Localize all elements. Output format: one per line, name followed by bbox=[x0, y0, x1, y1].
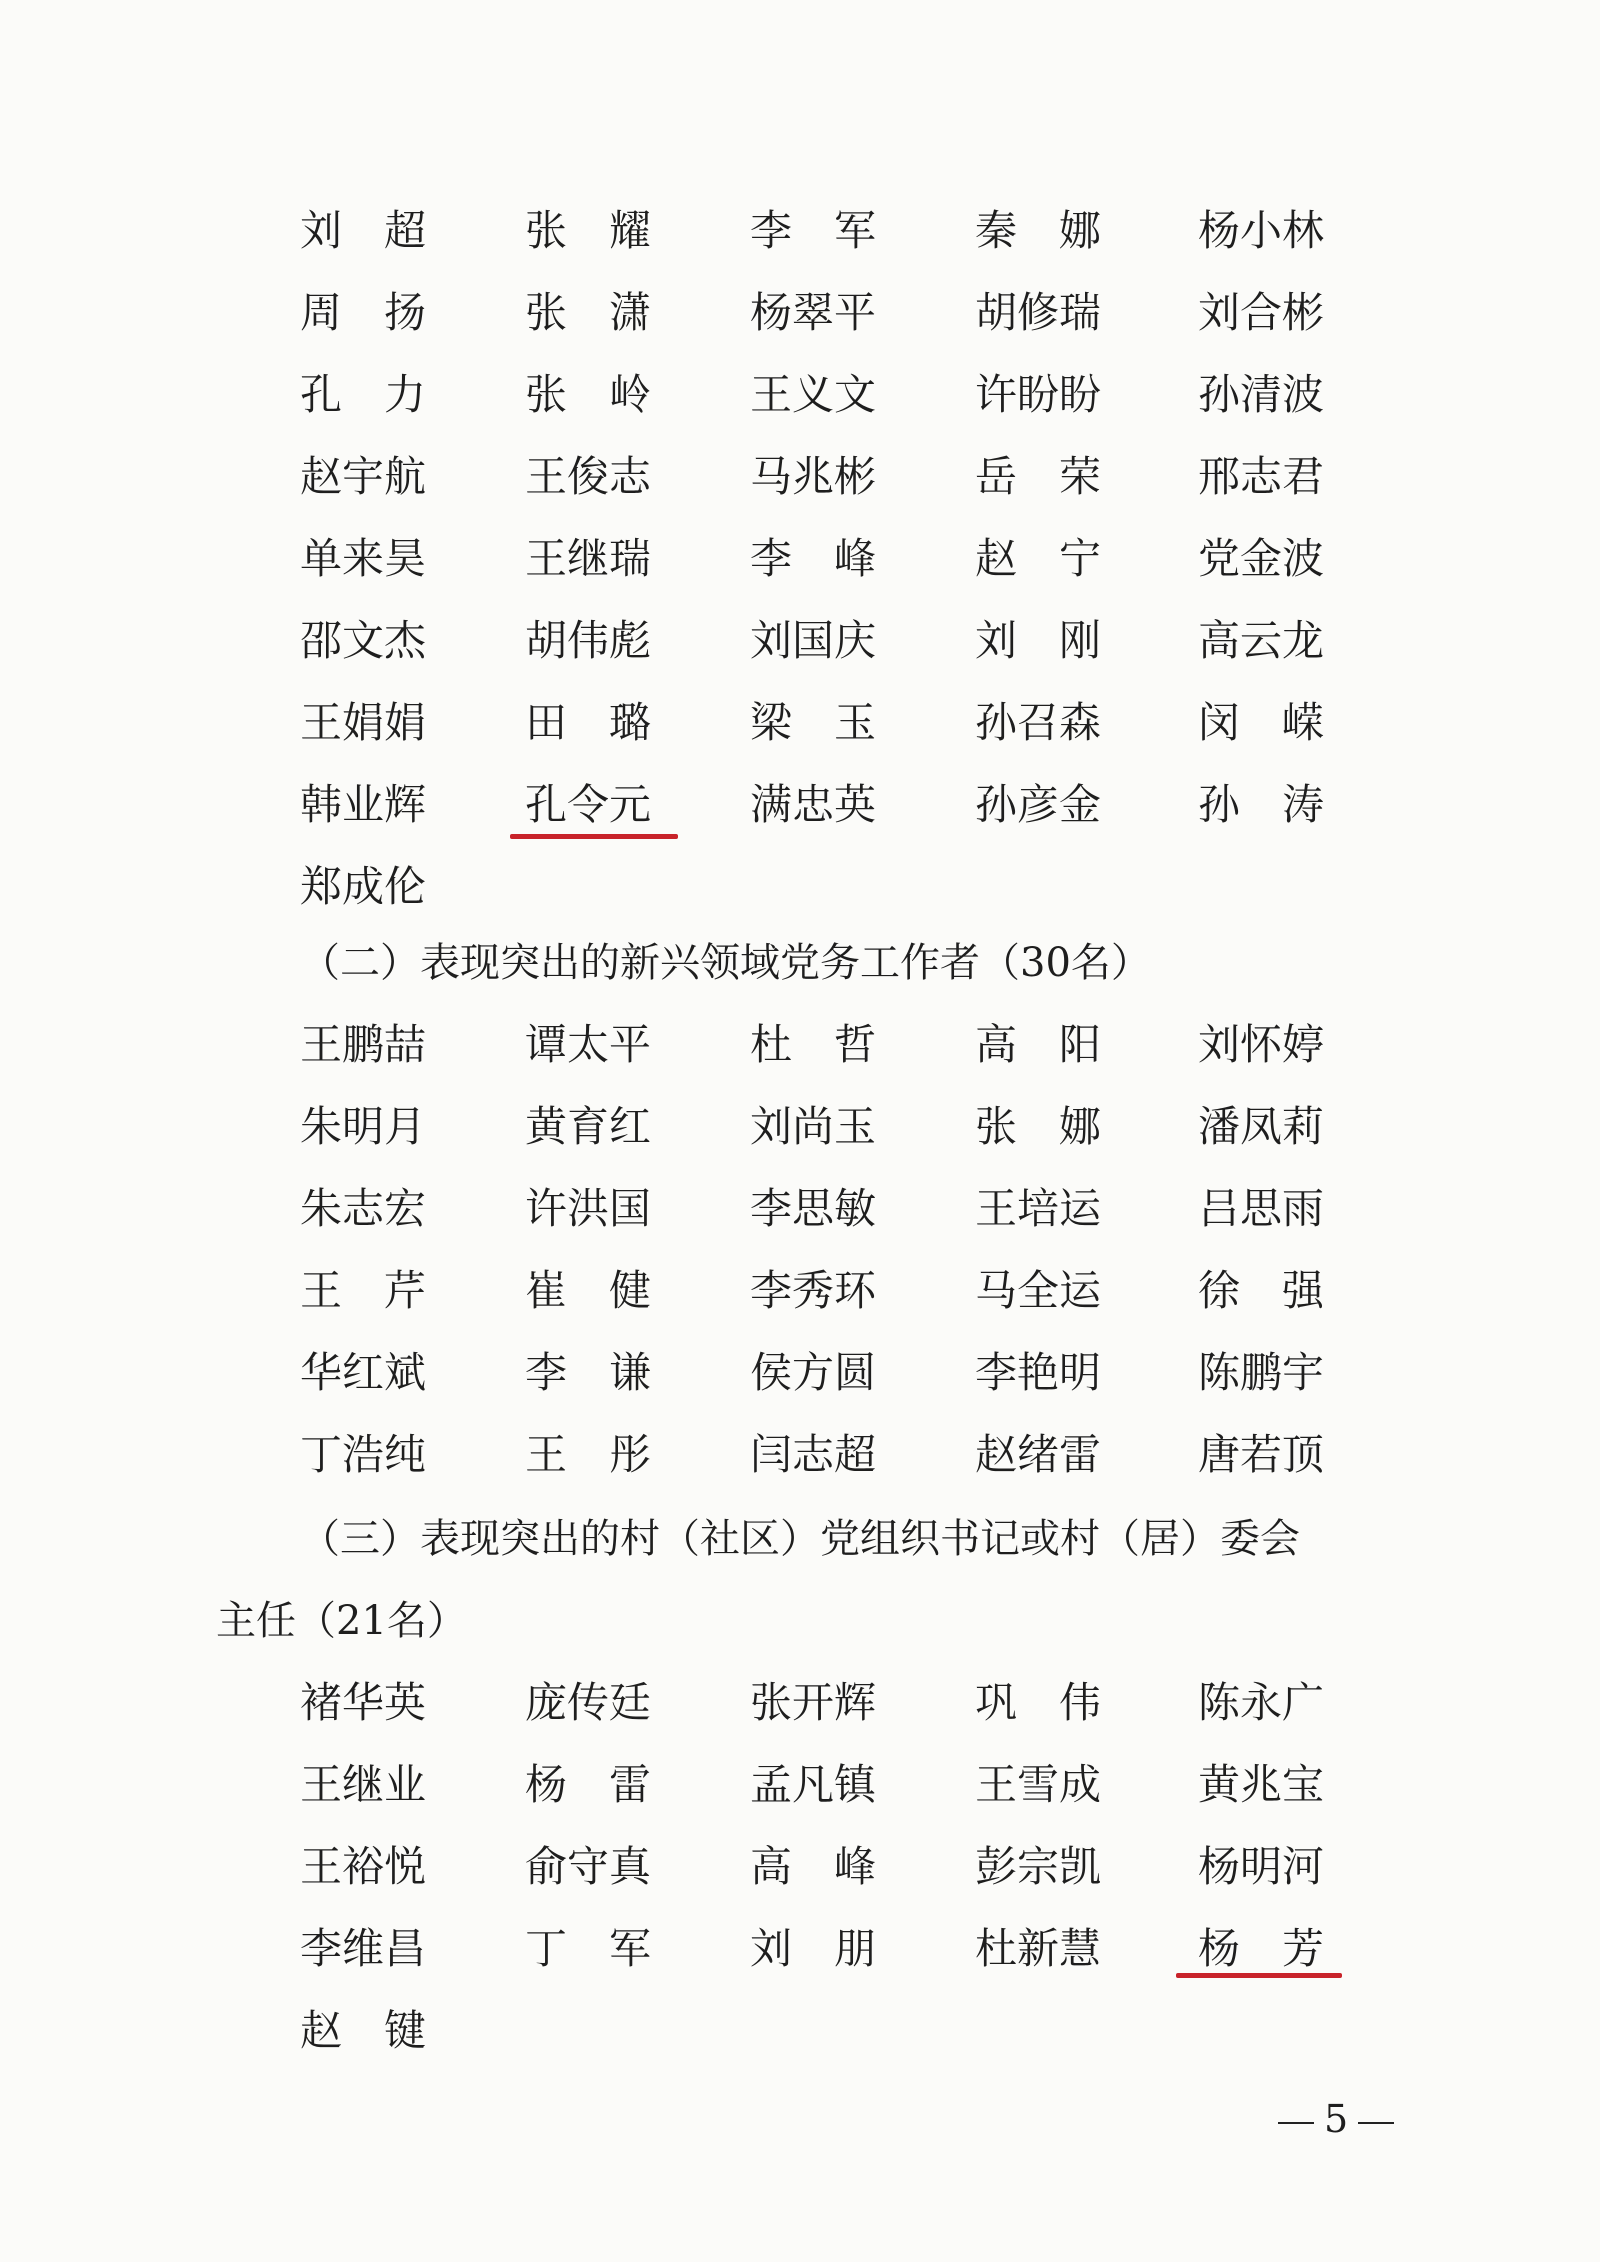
name-entry: 王继瑞 bbox=[525, 534, 652, 583]
name-entry: 许盼盼 bbox=[975, 370, 1102, 419]
name-entry: 刘 朋 bbox=[750, 1924, 877, 1973]
name-entry: 朱志宏 bbox=[300, 1184, 427, 1233]
name-entry: 高 峰 bbox=[750, 1842, 877, 1891]
name-row bbox=[0, 446, 1600, 508]
name-entry: 谭太平 bbox=[525, 1020, 652, 1069]
name-entry: 王继业 bbox=[300, 1760, 427, 1809]
section3-heading-line2: 主任（21名） bbox=[216, 1598, 467, 1644]
name-row bbox=[0, 774, 1600, 836]
name-row bbox=[0, 1672, 1600, 1734]
name-entry: 李维昌 bbox=[300, 1924, 427, 1973]
name-entry: 侯方圆 bbox=[750, 1348, 877, 1397]
name-entry: 刘 超 bbox=[300, 206, 427, 255]
name-entry: 张 耀 bbox=[525, 206, 652, 255]
name-entry: 李 谦 bbox=[525, 1348, 652, 1397]
name-entry: 孔令元 bbox=[525, 780, 652, 829]
name-row bbox=[0, 1918, 1600, 1980]
name-row bbox=[0, 2000, 1600, 2062]
name-entry: 巩 伟 bbox=[975, 1678, 1102, 1727]
name-entry: 孟凡镇 bbox=[750, 1760, 877, 1809]
name-entry: 褚华英 bbox=[300, 1678, 427, 1727]
underline-mark-yangfang bbox=[1176, 1973, 1342, 1978]
name-entry: 吕思雨 bbox=[1198, 1184, 1325, 1233]
name-entry: 王雪成 bbox=[975, 1760, 1102, 1809]
name-entry: 唐若顶 bbox=[1198, 1430, 1325, 1479]
name-entry: 杨 雷 bbox=[525, 1760, 652, 1809]
name-entry: 李艳明 bbox=[975, 1348, 1102, 1397]
section2-heading: （二）表现突出的新兴领域党务工作者（30名） bbox=[300, 940, 1151, 986]
name-entry: 胡伟彪 bbox=[525, 616, 652, 665]
section3-heading-line1: （三）表现突出的村（社区）党组织书记或村（居）委会 bbox=[300, 1516, 1300, 1562]
name-entry: 杨明河 bbox=[1198, 1842, 1325, 1891]
name-entry: 孙清波 bbox=[1198, 370, 1325, 419]
name-entry: 王培运 bbox=[975, 1184, 1102, 1233]
name-entry: 杨 芳 bbox=[1198, 1924, 1325, 1973]
name-entry: 邢志君 bbox=[1198, 452, 1325, 501]
name-row bbox=[0, 692, 1600, 754]
name-row bbox=[0, 1260, 1600, 1322]
name-entry: 张 娜 bbox=[975, 1102, 1102, 1151]
name-entry: 赵宇航 bbox=[300, 452, 427, 501]
name-entry: 胡修瑞 bbox=[975, 288, 1102, 337]
name-entry: 庞传廷 bbox=[525, 1678, 652, 1727]
name-entry: 岳 荣 bbox=[975, 452, 1102, 501]
name-entry: 孔 力 bbox=[300, 370, 427, 419]
name-entry: 刘怀婷 bbox=[1198, 1020, 1325, 1069]
name-entry: 刘合彬 bbox=[1198, 288, 1325, 337]
underline-mark-konglingyuan bbox=[510, 834, 678, 839]
name-entry: 刘尚玉 bbox=[750, 1102, 877, 1151]
name-row bbox=[0, 1836, 1600, 1898]
name-entry: 党金波 bbox=[1198, 534, 1325, 583]
name-entry: 陈永广 bbox=[1198, 1678, 1325, 1727]
name-entry: 郑成伦 bbox=[300, 862, 427, 911]
name-entry: 赵 键 bbox=[300, 2006, 427, 2055]
name-entry: 周 扬 bbox=[300, 288, 427, 337]
name-row bbox=[0, 200, 1600, 262]
name-entry: 满忠英 bbox=[750, 780, 877, 829]
name-entry: 杜 哲 bbox=[750, 1020, 877, 1069]
name-entry: 王俊志 bbox=[525, 452, 652, 501]
name-entry: 赵 宁 bbox=[975, 534, 1102, 583]
name-row bbox=[0, 282, 1600, 344]
name-entry: 田 璐 bbox=[525, 698, 652, 747]
name-entry: 彭宗凯 bbox=[975, 1842, 1102, 1891]
name-entry: 王裕悦 bbox=[300, 1842, 427, 1891]
name-entry: 杨翠平 bbox=[750, 288, 877, 337]
name-entry: 俞守真 bbox=[525, 1842, 652, 1891]
name-row bbox=[0, 856, 1600, 918]
name-entry: 华红斌 bbox=[300, 1348, 427, 1397]
name-entry: 刘国庆 bbox=[750, 616, 877, 665]
name-row bbox=[0, 1342, 1600, 1404]
name-entry: 韩业辉 bbox=[300, 780, 427, 829]
name-entry: 朱明月 bbox=[300, 1102, 427, 1151]
name-entry: 刘 刚 bbox=[975, 616, 1102, 665]
name-entry: 潘凤莉 bbox=[1198, 1102, 1325, 1151]
name-entry: 马兆彬 bbox=[750, 452, 877, 501]
page-number bbox=[1268, 2094, 1404, 2144]
name-entry: 闵 嵘 bbox=[1198, 698, 1325, 747]
page-number-value: 5 bbox=[1324, 2097, 1349, 2141]
name-entry: 马全运 bbox=[975, 1266, 1102, 1315]
name-row bbox=[0, 364, 1600, 426]
name-entry: 许洪国 bbox=[525, 1184, 652, 1233]
name-entry: 崔 健 bbox=[525, 1266, 652, 1315]
name-entry: 孙召森 bbox=[975, 698, 1102, 747]
name-entry: 邵文杰 bbox=[300, 616, 427, 665]
name-entry: 闫志超 bbox=[750, 1430, 877, 1479]
name-entry: 王 芹 bbox=[300, 1266, 427, 1315]
dash-right bbox=[1358, 2122, 1394, 2124]
name-entry: 高云龙 bbox=[1198, 616, 1325, 665]
name-entry: 丁 军 bbox=[525, 1924, 652, 1973]
name-entry: 梁 玉 bbox=[750, 698, 877, 747]
name-entry: 黄育红 bbox=[525, 1102, 652, 1151]
name-entry: 赵绪雷 bbox=[975, 1430, 1102, 1479]
name-entry: 杜新慧 bbox=[975, 1924, 1102, 1973]
name-entry: 王鹏喆 bbox=[300, 1020, 427, 1069]
dash-left bbox=[1278, 2122, 1314, 2124]
name-entry: 秦 娜 bbox=[975, 206, 1102, 255]
name-entry: 黄兆宝 bbox=[1198, 1760, 1325, 1809]
name-entry: 孙 涛 bbox=[1198, 780, 1325, 829]
name-entry: 王义文 bbox=[750, 370, 877, 419]
name-entry: 李 峰 bbox=[750, 534, 877, 583]
name-entry: 王娟娟 bbox=[300, 698, 427, 747]
name-entry: 李思敏 bbox=[750, 1184, 877, 1233]
name-entry: 张开辉 bbox=[750, 1678, 877, 1727]
name-entry: 陈鹏宇 bbox=[1198, 1348, 1325, 1397]
name-row bbox=[0, 528, 1600, 590]
name-row bbox=[0, 1178, 1600, 1240]
name-entry: 杨小林 bbox=[1198, 206, 1325, 255]
name-entry: 丁浩纯 bbox=[300, 1430, 427, 1479]
name-entry: 张 潇 bbox=[525, 288, 652, 337]
name-row bbox=[0, 1424, 1600, 1486]
name-row bbox=[0, 1754, 1600, 1816]
name-entry: 孙彦金 bbox=[975, 780, 1102, 829]
name-entry: 单来昊 bbox=[300, 534, 427, 583]
name-entry: 徐 强 bbox=[1198, 1266, 1325, 1315]
name-entry: 王 彤 bbox=[525, 1430, 652, 1479]
name-row bbox=[0, 610, 1600, 672]
name-entry: 高 阳 bbox=[975, 1020, 1102, 1069]
name-entry: 李 军 bbox=[750, 206, 877, 255]
name-entry: 张 岭 bbox=[525, 370, 652, 419]
name-row bbox=[0, 1096, 1600, 1158]
name-row bbox=[0, 1014, 1600, 1076]
name-entry: 李秀环 bbox=[750, 1266, 877, 1315]
